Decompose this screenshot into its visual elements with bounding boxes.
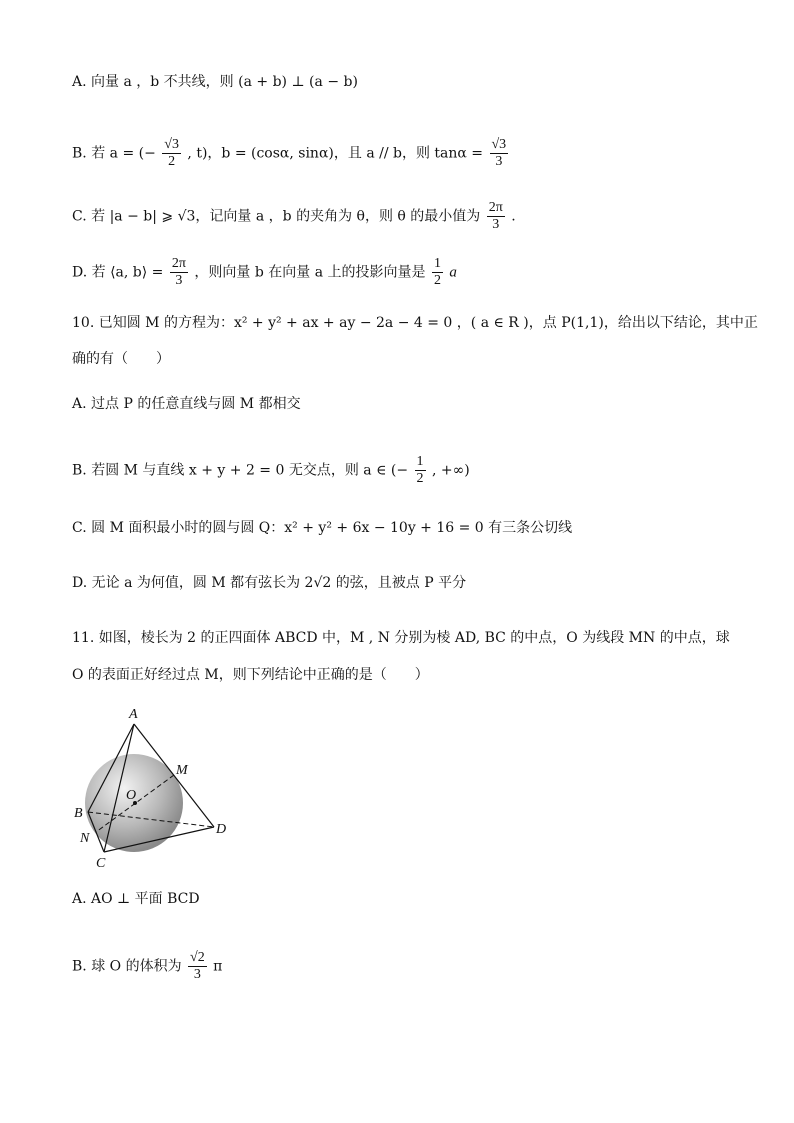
q9-option-c-tail: .	[511, 208, 516, 225]
fraction-numerator: 2π	[171, 256, 186, 271]
q9-option-c-fraction	[487, 200, 505, 233]
q11-option-b-text-1: B. 球 O 的体积为	[72, 958, 182, 975]
fraction-denominator: 2	[433, 273, 441, 288]
fraction-denominator: 2	[168, 154, 176, 169]
label-n: N	[80, 831, 90, 846]
fraction-denominator: 3	[495, 154, 503, 169]
q10-option-b-fraction	[415, 454, 426, 487]
label-o: O	[126, 788, 137, 803]
q9-option-a-label: A.	[72, 74, 87, 90]
label-c: C	[96, 856, 106, 870]
q10-stem-line-2: 确的有（ ）	[72, 351, 170, 367]
fraction-denominator: 3	[175, 273, 183, 288]
label-m: M	[176, 763, 188, 778]
q9-option-c	[72, 200, 516, 233]
fraction-numerator: √3	[164, 137, 179, 152]
q9-option-d-fraction	[170, 256, 188, 289]
q9-option-d	[72, 256, 457, 289]
q10-option-d: D. 无论 a 为何值，圆 M 都有弦长为 2√2 的弦，且被点 P 平分	[72, 575, 467, 591]
q9-option-c-label: C.	[72, 208, 87, 225]
q9-option-d-tail: a	[449, 264, 457, 281]
q9-option-d-label: D.	[72, 264, 88, 281]
fraction-denominator: 2	[416, 471, 424, 486]
q11-option-b-text-2: π	[213, 958, 223, 975]
fraction-numerator: 1	[433, 256, 441, 271]
tetrahedron-sphere-figure	[70, 700, 240, 870]
fraction-denominator: 3	[193, 967, 201, 982]
q11-option-a: A. AO ⊥ 平面 BCD	[72, 891, 200, 907]
q10-option-b	[72, 454, 470, 487]
q9-option-d-text-1: 若 ⟨a, b⟩ =	[91, 264, 164, 281]
q10-stem-line-1: 10. 已知圆 M 的方程为：x² + y² + ax + ay − 2a − 4 = 0 ，( a ∈ R )，点 P(1,1)，给出以下结论，其中正	[72, 315, 758, 331]
fraction-denominator: 3	[492, 217, 500, 232]
q9-option-b-text-1: 若 a = (−	[91, 145, 156, 162]
q11-option-b	[72, 950, 222, 983]
q9-option-b	[72, 137, 510, 170]
label-b: B	[74, 806, 83, 821]
q9-option-b-fraction	[162, 137, 181, 170]
fraction-numerator: √2	[190, 950, 205, 965]
fraction-numerator: 1	[416, 454, 424, 469]
q10-option-b-text-1: B. 若圆 M 与直线 x + y + 2 = 0 无交点，则 a ∈ (−	[72, 462, 409, 479]
q10-option-b-text-2: , +∞)	[432, 462, 470, 479]
q9-option-d-fraction-2	[432, 256, 443, 289]
q11-stem-line-2: O 的表面正好经过点 M，则下列结论中正确的是（ ）	[72, 667, 429, 683]
fraction-numerator: √3	[491, 137, 507, 152]
label-a: A	[129, 707, 138, 722]
q9-option-d-text-2: ，则向量 b 在向量 a 上的投影向量是	[194, 264, 426, 281]
q9-option-b-tan-fraction	[490, 137, 509, 170]
q9-option-a	[72, 72, 358, 92]
q10-option-a: A. 过点 P 的任意直线与圆 M 都相交	[72, 396, 301, 412]
label-d: D	[216, 822, 227, 837]
fraction-numerator: 2π	[488, 200, 503, 215]
q9-option-c-text: 若 |a − b| ⩾ √3，记向量 a ，b 的夹角为 θ，则 θ 的最小值为	[91, 208, 481, 225]
q9-option-a-text: 向量 a ，b 不共线，则 (a + b) ⊥ (a − b)	[91, 74, 358, 90]
q9-option-b-text-2: , t)，b = (cosα, sinα)，且 a // b，则 tanα =	[187, 145, 484, 162]
q9-option-b-label: B.	[72, 145, 87, 162]
q10-option-c: C. 圆 M 面积最小时的圆与圆 Q：x² + y² + 6x − 10y + 16 = 0 有三条公切线	[72, 520, 573, 536]
q11-stem-line-1: 11. 如图，棱长为 2 的正四面体 ABCD 中，M , N 分别为棱 AD, BC 的中点，O 为线段 MN 的中点，球	[72, 630, 730, 646]
q11-option-b-fraction	[188, 950, 207, 983]
